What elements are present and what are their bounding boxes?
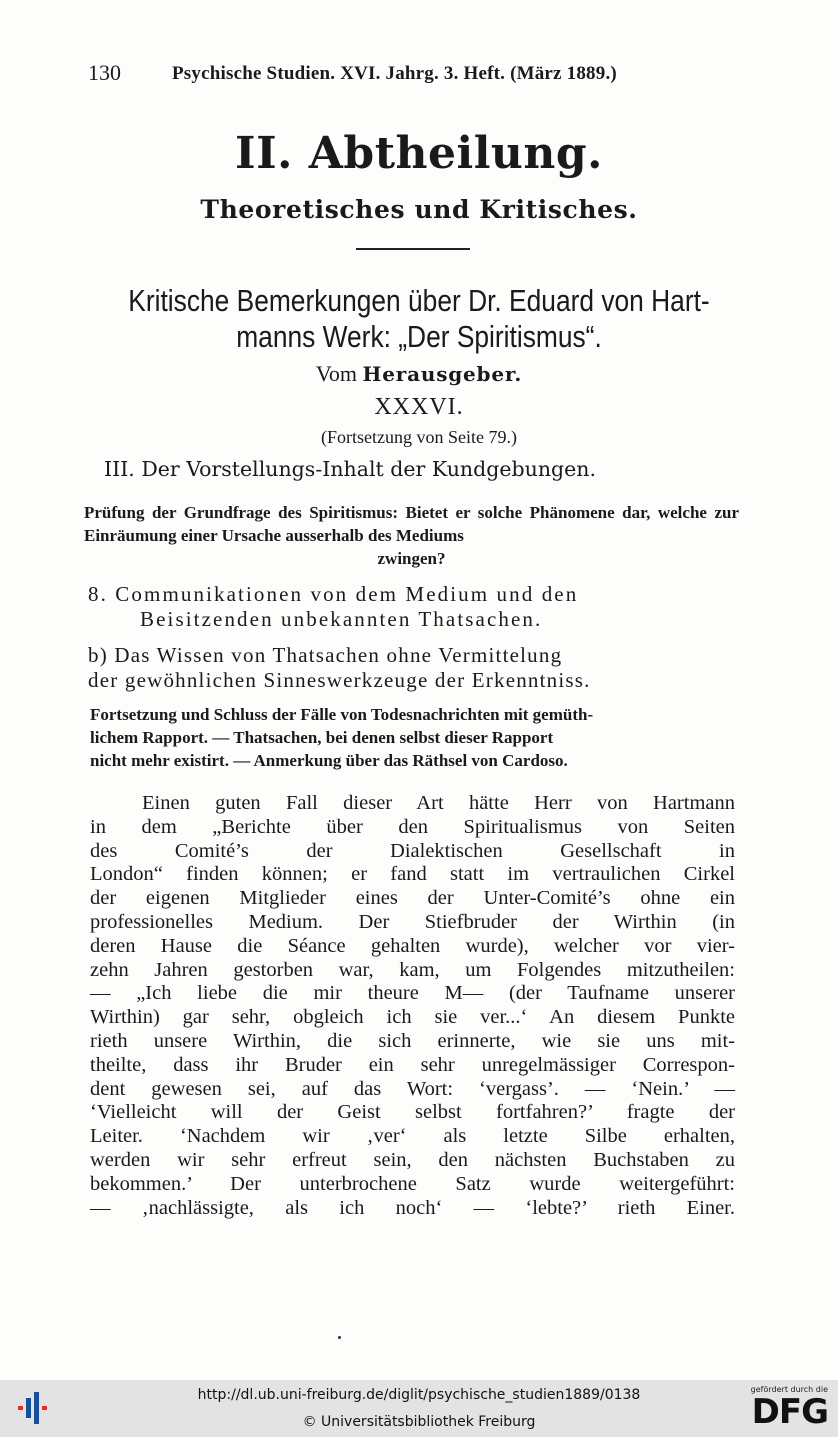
cases-line: Fortsetzung und Schluss der Fälle von Todesnachrichten mit gemüth- bbox=[90, 705, 594, 724]
body-line: zehn Jahren gestorben war, kam, um Folgendes mitzutheilen: bbox=[90, 958, 735, 981]
subsubsection-line: b) Das Wissen von Thatsachen ohne Vermittelung bbox=[88, 643, 563, 667]
question-line: dar, welche zur Einräumung einer Ursache ausserhalb des Mediums bbox=[84, 503, 740, 545]
cases-line: lichem Rapport. — Thatsachen, bei denen selbst dieser Rapport bbox=[90, 728, 554, 747]
question-line: zwingen? bbox=[377, 549, 446, 568]
author-prefix: Vom bbox=[315, 361, 358, 386]
body-line: Einen guten Fall dieser Art hätte Herr von Hartmann bbox=[142, 792, 735, 814]
subsubsection-heading bbox=[88, 643, 738, 693]
body-line: dent gewesen sei, auf das Wort: ‘vergass’. — ‘Nein.’ — bbox=[90, 1077, 735, 1100]
running-head-text: Psychische Studien. XVI. Jahrg. 3. Heft. (März 1889.) bbox=[172, 63, 617, 84]
body-line: theilte, dass ihr Bruder ein sehr unregelmässiger Correspon- bbox=[90, 1053, 735, 1076]
footer-bar bbox=[0, 1380, 838, 1437]
running-head bbox=[88, 60, 738, 86]
body-line: — ‚nachlässigte, als ich noch‘ — ‘lebte?’ rieth Einer. bbox=[90, 1196, 735, 1219]
divider-rule bbox=[356, 248, 470, 250]
author-name: Herausgeber. bbox=[362, 362, 523, 386]
article-title-line: Kritische Bemerkungen über Dr. Eduard von Hart- bbox=[128, 283, 710, 318]
part-number: XXXVI. bbox=[374, 394, 464, 420]
footer-copyright: © Universitätsbibliothek Freiburg bbox=[302, 1414, 536, 1430]
body-line: professionelles Medium. Der Stiefbruder der Wirthin (in bbox=[90, 910, 735, 933]
body-line: rieth unsere Wirthin, die sich erinnerte, wie sie uns mit- bbox=[90, 1029, 735, 1052]
question-heading bbox=[84, 501, 739, 570]
chapter-heading: III. Der Vorstellungs-Inhalt der Kundgebungen. bbox=[104, 457, 597, 481]
body-line: London“ finden können; er fand statt im vertraulichen Cirkel bbox=[90, 863, 735, 886]
body-line: der eigenen Mitglieder eines der Unter-Comité’s ohne ein bbox=[90, 887, 735, 910]
section-subtitle: Theoretisches und Kritisches. bbox=[200, 195, 638, 224]
article-title-line: manns Werk: „Der Spiritismus“. bbox=[236, 319, 602, 354]
body-line: deren Hause die Séance gehalten wurde), welcher vor vier- bbox=[90, 934, 735, 957]
subsubsection-line: der gewöhnlichen Sinneswerkzeuge der Erkenntniss. bbox=[88, 668, 591, 692]
page-number: 130 bbox=[88, 60, 121, 85]
dfg-caption: gefördert durch die bbox=[750, 1385, 828, 1394]
subsection-line: 8. Communikationen von dem Medium und den bbox=[88, 582, 579, 606]
dfg-wordmark: DFG bbox=[751, 1392, 828, 1432]
body-line: bekommen.’ Der unterbrochene Satz wurde weitergeführt: bbox=[90, 1172, 735, 1195]
cases-line: nicht mehr existirt. — Anmerkung über das Räthsel von Cardoso. bbox=[90, 751, 568, 770]
body-line: werden wir sehr erfreut sein, den nächsten Buchstaben zu bbox=[90, 1148, 735, 1171]
cases-summary bbox=[90, 703, 735, 772]
footer-url[interactable]: http://dl.ub.uni-freiburg.de/diglit/psychische_studien1889/0138 bbox=[197, 1387, 641, 1403]
section-title: II. Abtheilung. bbox=[234, 128, 603, 179]
print-speck bbox=[338, 1336, 341, 1339]
body-line: ‘Vielleicht will der Geist selbst fortfahren?’ fragte der bbox=[90, 1101, 735, 1124]
body-paragraph bbox=[90, 792, 735, 1220]
article-title bbox=[63, 283, 775, 355]
body-line: des Comité’s der Dialektischen Gesellschaft in bbox=[90, 839, 735, 862]
body-line: Leiter. ‘Nachdem wir ‚ver‘ als letzte Silbe erhalten, bbox=[90, 1125, 735, 1148]
body-line: — „Ich liebe die mir theure M— (der Taufname unserer bbox=[90, 982, 735, 1005]
subsection-line: Beisitzenden unbekannten Thatsachen. bbox=[140, 607, 543, 631]
question-line: Prüfung der Grundfrage des Spiritismus: Bietet er solche Phänomene bbox=[84, 503, 615, 522]
continuation-note: (Fortsetzung von Seite 79.) bbox=[321, 427, 517, 447]
dfg-logo bbox=[736, 1385, 828, 1433]
subsection-heading bbox=[88, 582, 738, 632]
body-line: in dem „Berichte über den Spiritualismus von Seiten bbox=[90, 815, 735, 838]
body-line: Wirthin) gar sehr, obgleich ich sie ver...‘ An diesem Punkte bbox=[90, 1006, 735, 1029]
author-line bbox=[0, 361, 838, 387]
